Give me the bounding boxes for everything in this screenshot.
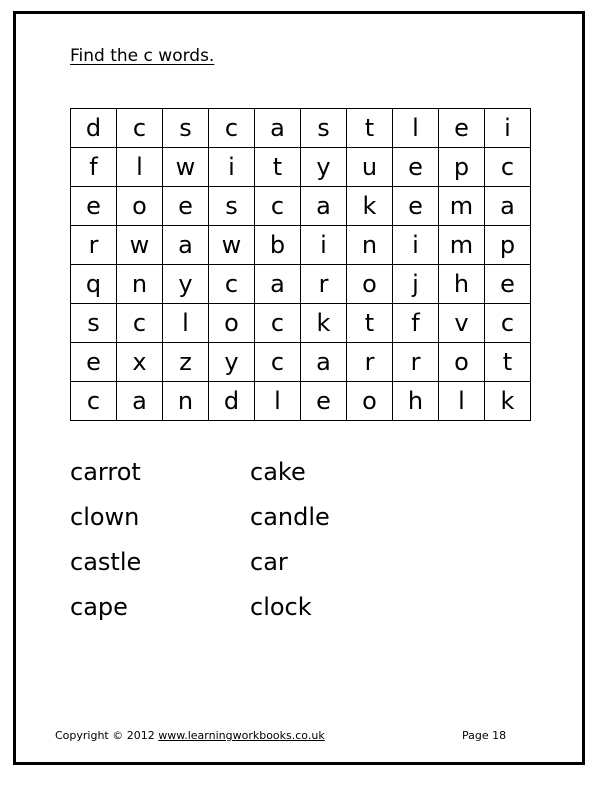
grid-cell[interactable]: f <box>71 148 117 187</box>
grid-cell[interactable]: u <box>347 148 393 187</box>
grid-cell[interactable]: c <box>71 382 117 421</box>
grid-cell[interactable]: c <box>255 304 301 343</box>
grid-cell[interactable]: m <box>439 226 485 265</box>
grid-cell[interactable]: b <box>255 226 301 265</box>
grid-cell[interactable]: f <box>393 304 439 343</box>
grid-row <box>71 343 531 382</box>
grid-cell[interactable]: s <box>71 304 117 343</box>
grid-cell[interactable]: c <box>209 265 255 304</box>
grid-cell[interactable]: n <box>117 265 163 304</box>
page-number: Page 18 <box>462 729 507 742</box>
grid-cell[interactable]: e <box>439 109 485 148</box>
grid-cell[interactable]: e <box>393 187 439 226</box>
grid-cell[interactable]: i <box>301 226 347 265</box>
grid-cell[interactable]: n <box>163 382 209 421</box>
grid-row <box>71 382 531 421</box>
grid-cell[interactable]: s <box>209 187 255 226</box>
grid-cell[interactable]: t <box>347 109 393 148</box>
grid-cell[interactable]: o <box>117 187 163 226</box>
grid-cell[interactable]: t <box>347 304 393 343</box>
grid-cell[interactable]: e <box>301 382 347 421</box>
grid-cell[interactable]: a <box>255 265 301 304</box>
worksheet-title: Find the c words. <box>70 46 215 66</box>
grid-cell[interactable]: w <box>209 226 255 265</box>
grid-cell[interactable]: l <box>163 304 209 343</box>
grid-cell[interactable]: t <box>255 148 301 187</box>
grid-cell[interactable]: e <box>71 187 117 226</box>
grid-cell[interactable]: h <box>393 382 439 421</box>
grid-cell[interactable]: w <box>117 226 163 265</box>
grid-cell[interactable]: l <box>393 109 439 148</box>
word-list-item: cape <box>70 593 128 621</box>
grid-cell[interactable]: a <box>301 187 347 226</box>
word-list-item: candle <box>250 503 330 531</box>
grid-cell[interactable]: i <box>485 109 531 148</box>
word-list-item: cake <box>250 458 306 486</box>
grid-cell[interactable]: z <box>163 343 209 382</box>
copyright-text: Copyright © 2012 <box>55 729 155 742</box>
grid-cell[interactable]: c <box>255 343 301 382</box>
grid-cell[interactable]: w <box>163 148 209 187</box>
grid-row <box>71 148 531 187</box>
grid-cell[interactable]: i <box>393 226 439 265</box>
grid-cell[interactable]: r <box>347 343 393 382</box>
grid-cell[interactable]: c <box>117 304 163 343</box>
grid-cell[interactable]: c <box>209 109 255 148</box>
grid-cell[interactable]: h <box>439 265 485 304</box>
grid-cell[interactable]: s <box>163 109 209 148</box>
website-link[interactable]: www.learningworkbooks.co.uk <box>158 729 325 742</box>
grid-cell[interactable]: d <box>71 109 117 148</box>
grid-cell[interactable]: r <box>393 343 439 382</box>
grid-cell[interactable]: a <box>301 343 347 382</box>
grid-row <box>71 109 531 148</box>
grid-cell[interactable]: r <box>301 265 347 304</box>
grid-cell[interactable]: i <box>209 148 255 187</box>
grid-cell[interactable]: l <box>255 382 301 421</box>
grid-cell[interactable]: s <box>301 109 347 148</box>
grid-cell[interactable]: k <box>485 382 531 421</box>
grid-cell[interactable]: x <box>117 343 163 382</box>
grid-cell[interactable]: a <box>163 226 209 265</box>
grid-cell[interactable]: c <box>485 148 531 187</box>
grid-cell[interactable]: a <box>117 382 163 421</box>
grid-cell[interactable]: e <box>163 187 209 226</box>
grid-cell[interactable]: n <box>347 226 393 265</box>
grid-cell[interactable]: t <box>485 343 531 382</box>
grid-row <box>71 226 531 265</box>
grid-cell[interactable]: c <box>485 304 531 343</box>
grid-cell[interactable]: o <box>347 265 393 304</box>
word-list-item: castle <box>70 548 142 576</box>
grid-cell[interactable]: y <box>209 343 255 382</box>
grid-cell[interactable]: e <box>71 343 117 382</box>
word-list-item: carrot <box>70 458 141 486</box>
word-list-item: car <box>250 548 288 576</box>
word-search-grid <box>70 108 531 421</box>
grid-cell[interactable]: e <box>393 148 439 187</box>
grid-cell[interactable]: y <box>163 265 209 304</box>
grid-cell[interactable]: v <box>439 304 485 343</box>
grid-cell[interactable]: c <box>117 109 163 148</box>
grid-cell[interactable]: a <box>485 187 531 226</box>
word-list <box>70 458 430 638</box>
grid-cell[interactable]: r <box>71 226 117 265</box>
grid-cell[interactable]: q <box>71 265 117 304</box>
footer-copyright <box>55 729 325 742</box>
grid-row <box>71 304 531 343</box>
grid-cell[interactable]: k <box>301 304 347 343</box>
grid-cell[interactable]: a <box>255 109 301 148</box>
grid-cell[interactable]: l <box>117 148 163 187</box>
grid-cell[interactable]: o <box>439 343 485 382</box>
grid-cell[interactable]: e <box>485 265 531 304</box>
grid-cell[interactable]: c <box>255 187 301 226</box>
grid-cell[interactable]: o <box>347 382 393 421</box>
grid-cell[interactable]: m <box>439 187 485 226</box>
grid-cell[interactable]: d <box>209 382 255 421</box>
word-list-item: clown <box>70 503 140 531</box>
word-list-item: clock <box>250 593 312 621</box>
grid-row <box>71 265 531 304</box>
grid-cell[interactable]: p <box>485 226 531 265</box>
grid-cell[interactable]: k <box>347 187 393 226</box>
grid-row <box>71 187 531 226</box>
grid-cell[interactable]: j <box>393 265 439 304</box>
grid-cell[interactable]: o <box>209 304 255 343</box>
grid-cell[interactable]: y <box>301 148 347 187</box>
grid-cell[interactable]: l <box>439 382 485 421</box>
grid-cell[interactable]: p <box>439 148 485 187</box>
